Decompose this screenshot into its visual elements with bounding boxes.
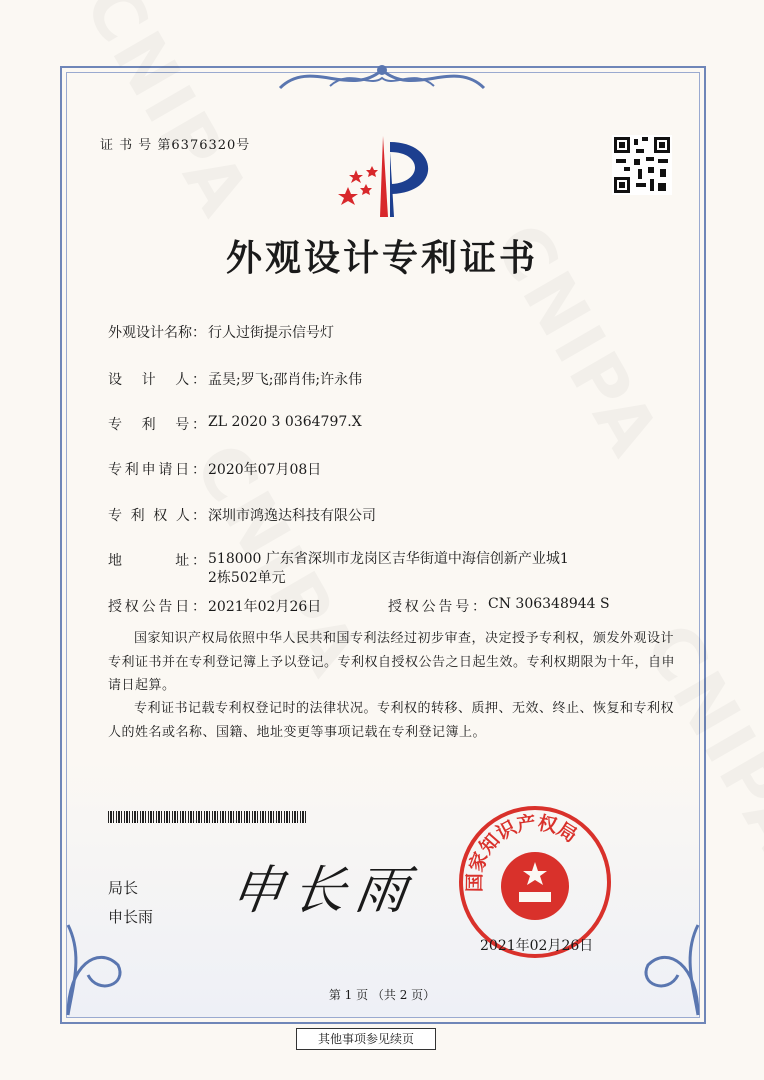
barcode <box>108 811 306 823</box>
field-label: 授权公告号： <box>388 599 486 615</box>
field-value: 2020年07月08日 <box>208 462 322 478</box>
page-indicator: 第 1 页 （共 2 页） <box>328 988 436 1002</box>
field-value: 2021年02月26日 <box>208 599 322 615</box>
field-value-cont: 2栋502单元 <box>208 570 286 586</box>
field-designers <box>108 369 362 389</box>
seal-text: 国家知识产权局 <box>463 811 581 893</box>
field-patent-number <box>108 414 362 434</box>
top-ornament-icon <box>270 58 494 98</box>
continued-note: 其他事项参见续页 <box>296 1028 436 1050</box>
field-design-name <box>108 322 334 342</box>
field-address <box>108 550 569 588</box>
field-label: 专 利 权 人： <box>108 508 206 524</box>
field-value: CN 306348944 S <box>488 596 610 612</box>
field-label: 外观设计名称： <box>108 325 206 341</box>
field-value: 行人过街提示信号灯 <box>208 325 334 341</box>
director-name: 申长雨 <box>108 908 154 926</box>
field-application-date <box>108 459 321 479</box>
document-title: 外观设计专利证书 <box>225 237 538 279</box>
qr-code-icon <box>612 135 672 195</box>
paragraph-legal: 专利证书记载专利权登记时的法律状况。专利权的转移、质押、无效、终止、恢复和专利权人的姓名或名称、国籍、地址变更等事项记载在专利登记簿上。 <box>108 701 675 740</box>
seal-emblem-icon <box>463 810 607 954</box>
field-value: 孟昊;罗飞;邵肖伟;许永伟 <box>208 372 363 388</box>
field-value: 518000 广东省深圳市龙岗区吉华街道中海信创新产业城1 <box>208 551 569 567</box>
field-value: 深圳市鸿逸达科技有限公司 <box>208 508 376 524</box>
corner-ornament-right-icon <box>628 905 708 1025</box>
seal-date: 2021年02月26日 <box>480 938 594 954</box>
field-label: 地 址： <box>108 553 206 569</box>
field-label: 专 利 号： <box>108 417 206 433</box>
field-grant-date <box>108 596 610 616</box>
field-value: ZL 2020 3 0364797.X <box>208 414 362 430</box>
certificate-number: 证 书 号 第6376320号 <box>100 138 251 153</box>
cnipa-logo-icon <box>328 132 440 222</box>
field-patentee <box>108 505 376 525</box>
field-label: 设 计 人： <box>108 372 206 388</box>
field-label: 授权公告日： <box>108 599 206 615</box>
field-label: 专利申请日： <box>108 462 206 478</box>
paragraph-grant: 国家知识产权局依照中华人民共和国专利法经过初步审查，决定授予专利权，颁发外观设计专利证书并在专利登记簿上予以登记。专利权自授权公告之日起生效。专利权期限为十年，自申请日起算。 <box>108 631 676 693</box>
signature: 申长雨 <box>227 861 422 921</box>
director-title: 局长 <box>108 879 139 897</box>
